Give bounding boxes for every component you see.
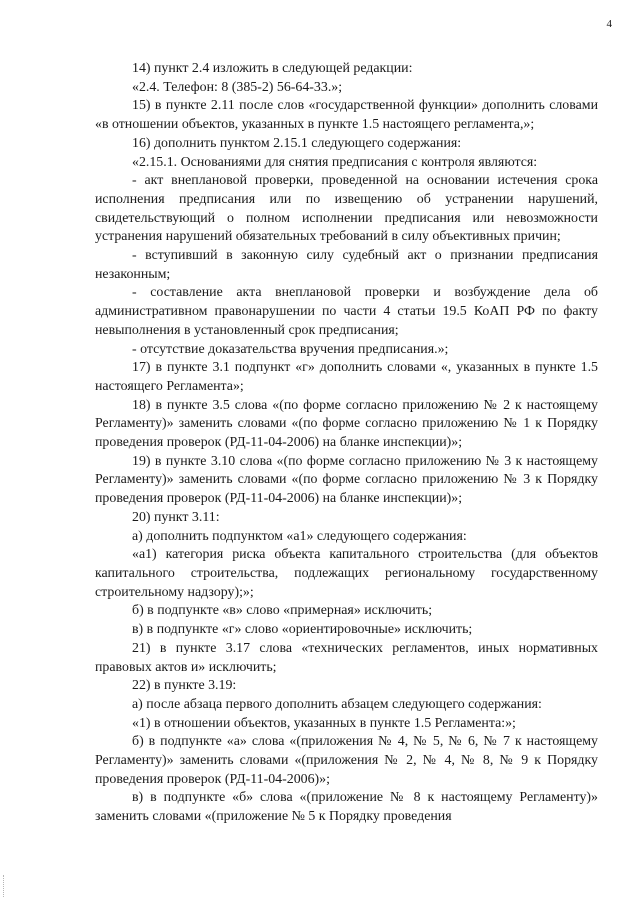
paragraph: 22) в пункте 3.19: (132, 678, 237, 694)
paragraph: - отсутствие доказательства вручения предписания.»; (132, 341, 449, 357)
paragraph: б) в подпункте «а» слова «(приложения № 4, № 5, № 6, № 7 к настоящему Регламенту)» заменить словами «(приложения № 2, № 4, № 8, № 9 к Порядку проведения проверок (РД-11-04-2006)»; (95, 734, 598, 787)
paragraph: 18) в пункте 3.5 слова «(по форме согласно приложению № 2 к настоящему Регламенту)» заменить словами «(по форме согласно приложению № 1 к Порядку проведения проверок (РД-11-04-2006) на бланке инспекции)»; (95, 397, 598, 451)
paragraph: б) в подпункте «в» слово «примерная» исключить; (132, 603, 433, 619)
page-number: 4 (606, 18, 612, 30)
paragraph: - вступивший в законную силу судебный акт о признании предписания незаконным; (95, 248, 598, 282)
paragraph: 19) в пункте 3.10 слова «(по форме согласно приложению № 3 к настоящему Регламенту)» заменить словами «(по форме согласно приложению № 3 к Порядку проведения проверок (РД-11-04-2006) на бланке инспекции)»; (95, 453, 598, 507)
paragraph: 17) в пункте 3.1 подпункт «г» дополнить словами «, указанных в пункте 1.5 настоящего Регламента»; (95, 360, 598, 394)
paragraph: 14) пункт 2.4 изложить в следующей редакции: (132, 61, 413, 76)
paragraph: «2.15.1. Основаниями для снятия предписания с контроля являются: (132, 154, 538, 170)
paragraph: в) в подпункте «г» слово «ориентировочные» исключить; (132, 622, 473, 638)
paragraph: а) после абзаца первого дополнить абзацем следующего содержания: (132, 696, 542, 712)
paragraph: - составление акта внеплановой проверки и возбуждение дела об административном правонарушении по части 4 статьи 19.5 КоАП РФ по факту невыполнения в установленный срок предписания; (95, 285, 598, 338)
paragraph: «2.4. Телефон: 8 (385-2) 56-64-33.»; (132, 79, 343, 95)
paragraph: «а1) категория риска объекта капитального строительства (для объектов капитального строительства, подлежащих региональному государственному строительному надзору);»; (95, 547, 598, 600)
document-body (95, 60, 598, 827)
paragraph: 20) пункт 3.11: (132, 509, 220, 525)
paragraph: - акт внеплановой проверки, проведенной на основании истечения срока исполнения предписания или по извещению об устранении нарушений, свидетельствующий о полном исполнении предписания или невозможности устранения нарушений обязательных требований в силу объективных причин; (95, 173, 598, 245)
paragraph: 21) в пункте 3.17 слова «технических регламентов, иных нормативных правовых актов и» исключить; (95, 640, 598, 675)
scan-margin-mark (3, 875, 6, 897)
paragraph: 15) в пункте 2.11 после слов «государственной функции» дополнить словами «в отношении объектов, указанных в пункте 1.5 настоящего регламента,»; (95, 98, 598, 133)
paragraph: «1) в отношении объектов, указанных в пункте 1.5 Регламента:»; (132, 715, 516, 731)
paragraph: а) дополнить подпунктом «а1» следующего содержания: (132, 528, 467, 544)
paragraph: в) в подпункте «б» слова «(приложение № 8 к настоящему Регламенту)» заменить словами «(приложение № 5 к Порядку проведения (95, 790, 598, 825)
paragraph: 16) дополнить пунктом 2.15.1 следующего содержания: (132, 135, 462, 151)
